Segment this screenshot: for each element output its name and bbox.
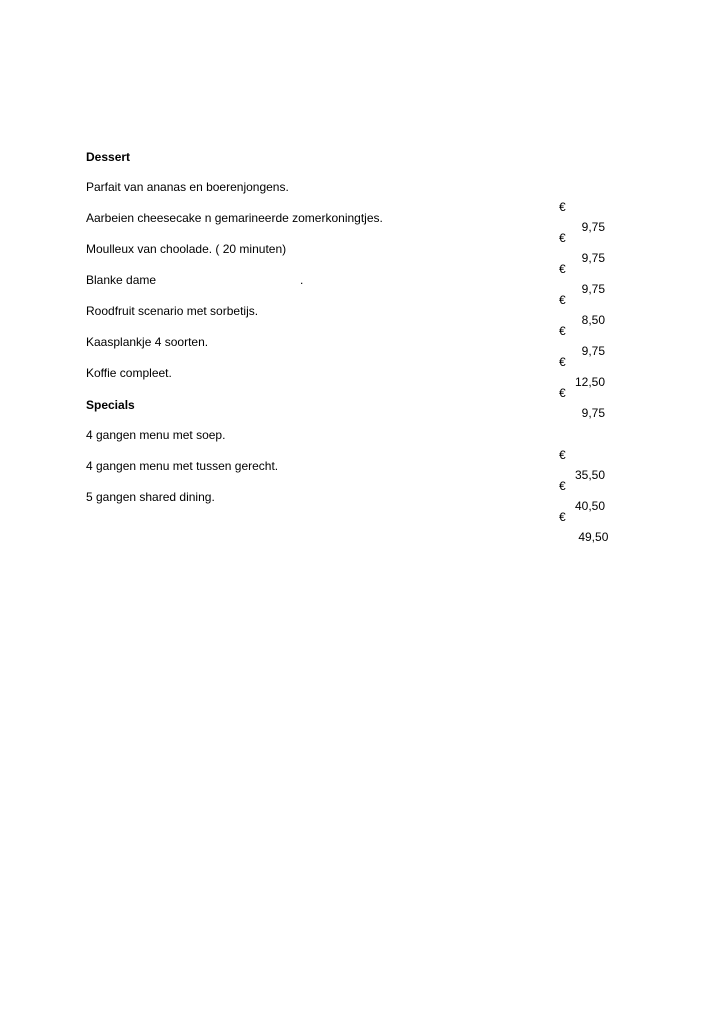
menu-item-row xyxy=(0,487,724,544)
price-amount: 35,50 xyxy=(575,468,606,482)
currency-symbol: € xyxy=(559,355,566,369)
price-amount: 8,50 xyxy=(575,313,606,327)
price-amount: 9,75 xyxy=(575,406,606,420)
menu-item-name: Moulleux van choolade. ( 20 minuten) xyxy=(86,242,287,256)
menu-item-price xyxy=(559,487,629,567)
menu-item-name: Koffie compleet. xyxy=(86,366,172,380)
menu-item-name: 5 gangen shared dining. xyxy=(86,490,215,504)
menu-item-name: Parfait van ananas en boerenjongens. xyxy=(86,180,289,194)
menu-item-name: Kaasplankje 4 soorten. xyxy=(86,335,209,349)
price-amount: 12,50 xyxy=(575,375,606,389)
currency-symbol: € xyxy=(559,479,566,493)
price-amount: 49,50 xyxy=(575,530,609,544)
menu-item-name: Blanke dame xyxy=(86,273,157,287)
dessert-heading: Dessert xyxy=(86,150,131,164)
currency-symbol: € xyxy=(559,231,566,245)
price-amount: 9,75 xyxy=(575,220,606,234)
currency-symbol: € xyxy=(559,324,566,338)
menu-item-name: Aarbeien cheesecake n gemarineerde zomerkoningtjes. xyxy=(86,211,383,225)
currency-symbol: € xyxy=(559,510,566,524)
menu-item-name: 4 gangen menu met tussen gerecht. xyxy=(86,459,279,473)
price-amount: 9,75 xyxy=(575,344,606,358)
price-amount: 9,75 xyxy=(575,251,606,265)
price-amount: 40,50 xyxy=(575,499,606,513)
menu-item-name: 4 gangen menu met soep. xyxy=(86,428,226,442)
currency-symbol: € xyxy=(559,386,566,400)
specials-heading: Specials xyxy=(86,398,135,412)
price-amount: 9,75 xyxy=(575,282,606,296)
dessert-section-heading-row xyxy=(0,147,724,167)
currency-symbol: € xyxy=(559,293,566,307)
menu-item-dot: . xyxy=(300,273,304,287)
currency-symbol: € xyxy=(559,448,566,462)
specials-section-heading-row xyxy=(0,395,724,415)
currency-symbol: € xyxy=(559,200,566,214)
menu-item-name: Roodfruit scenario met sorbetijs. xyxy=(86,304,259,318)
currency-symbol: € xyxy=(559,262,566,276)
